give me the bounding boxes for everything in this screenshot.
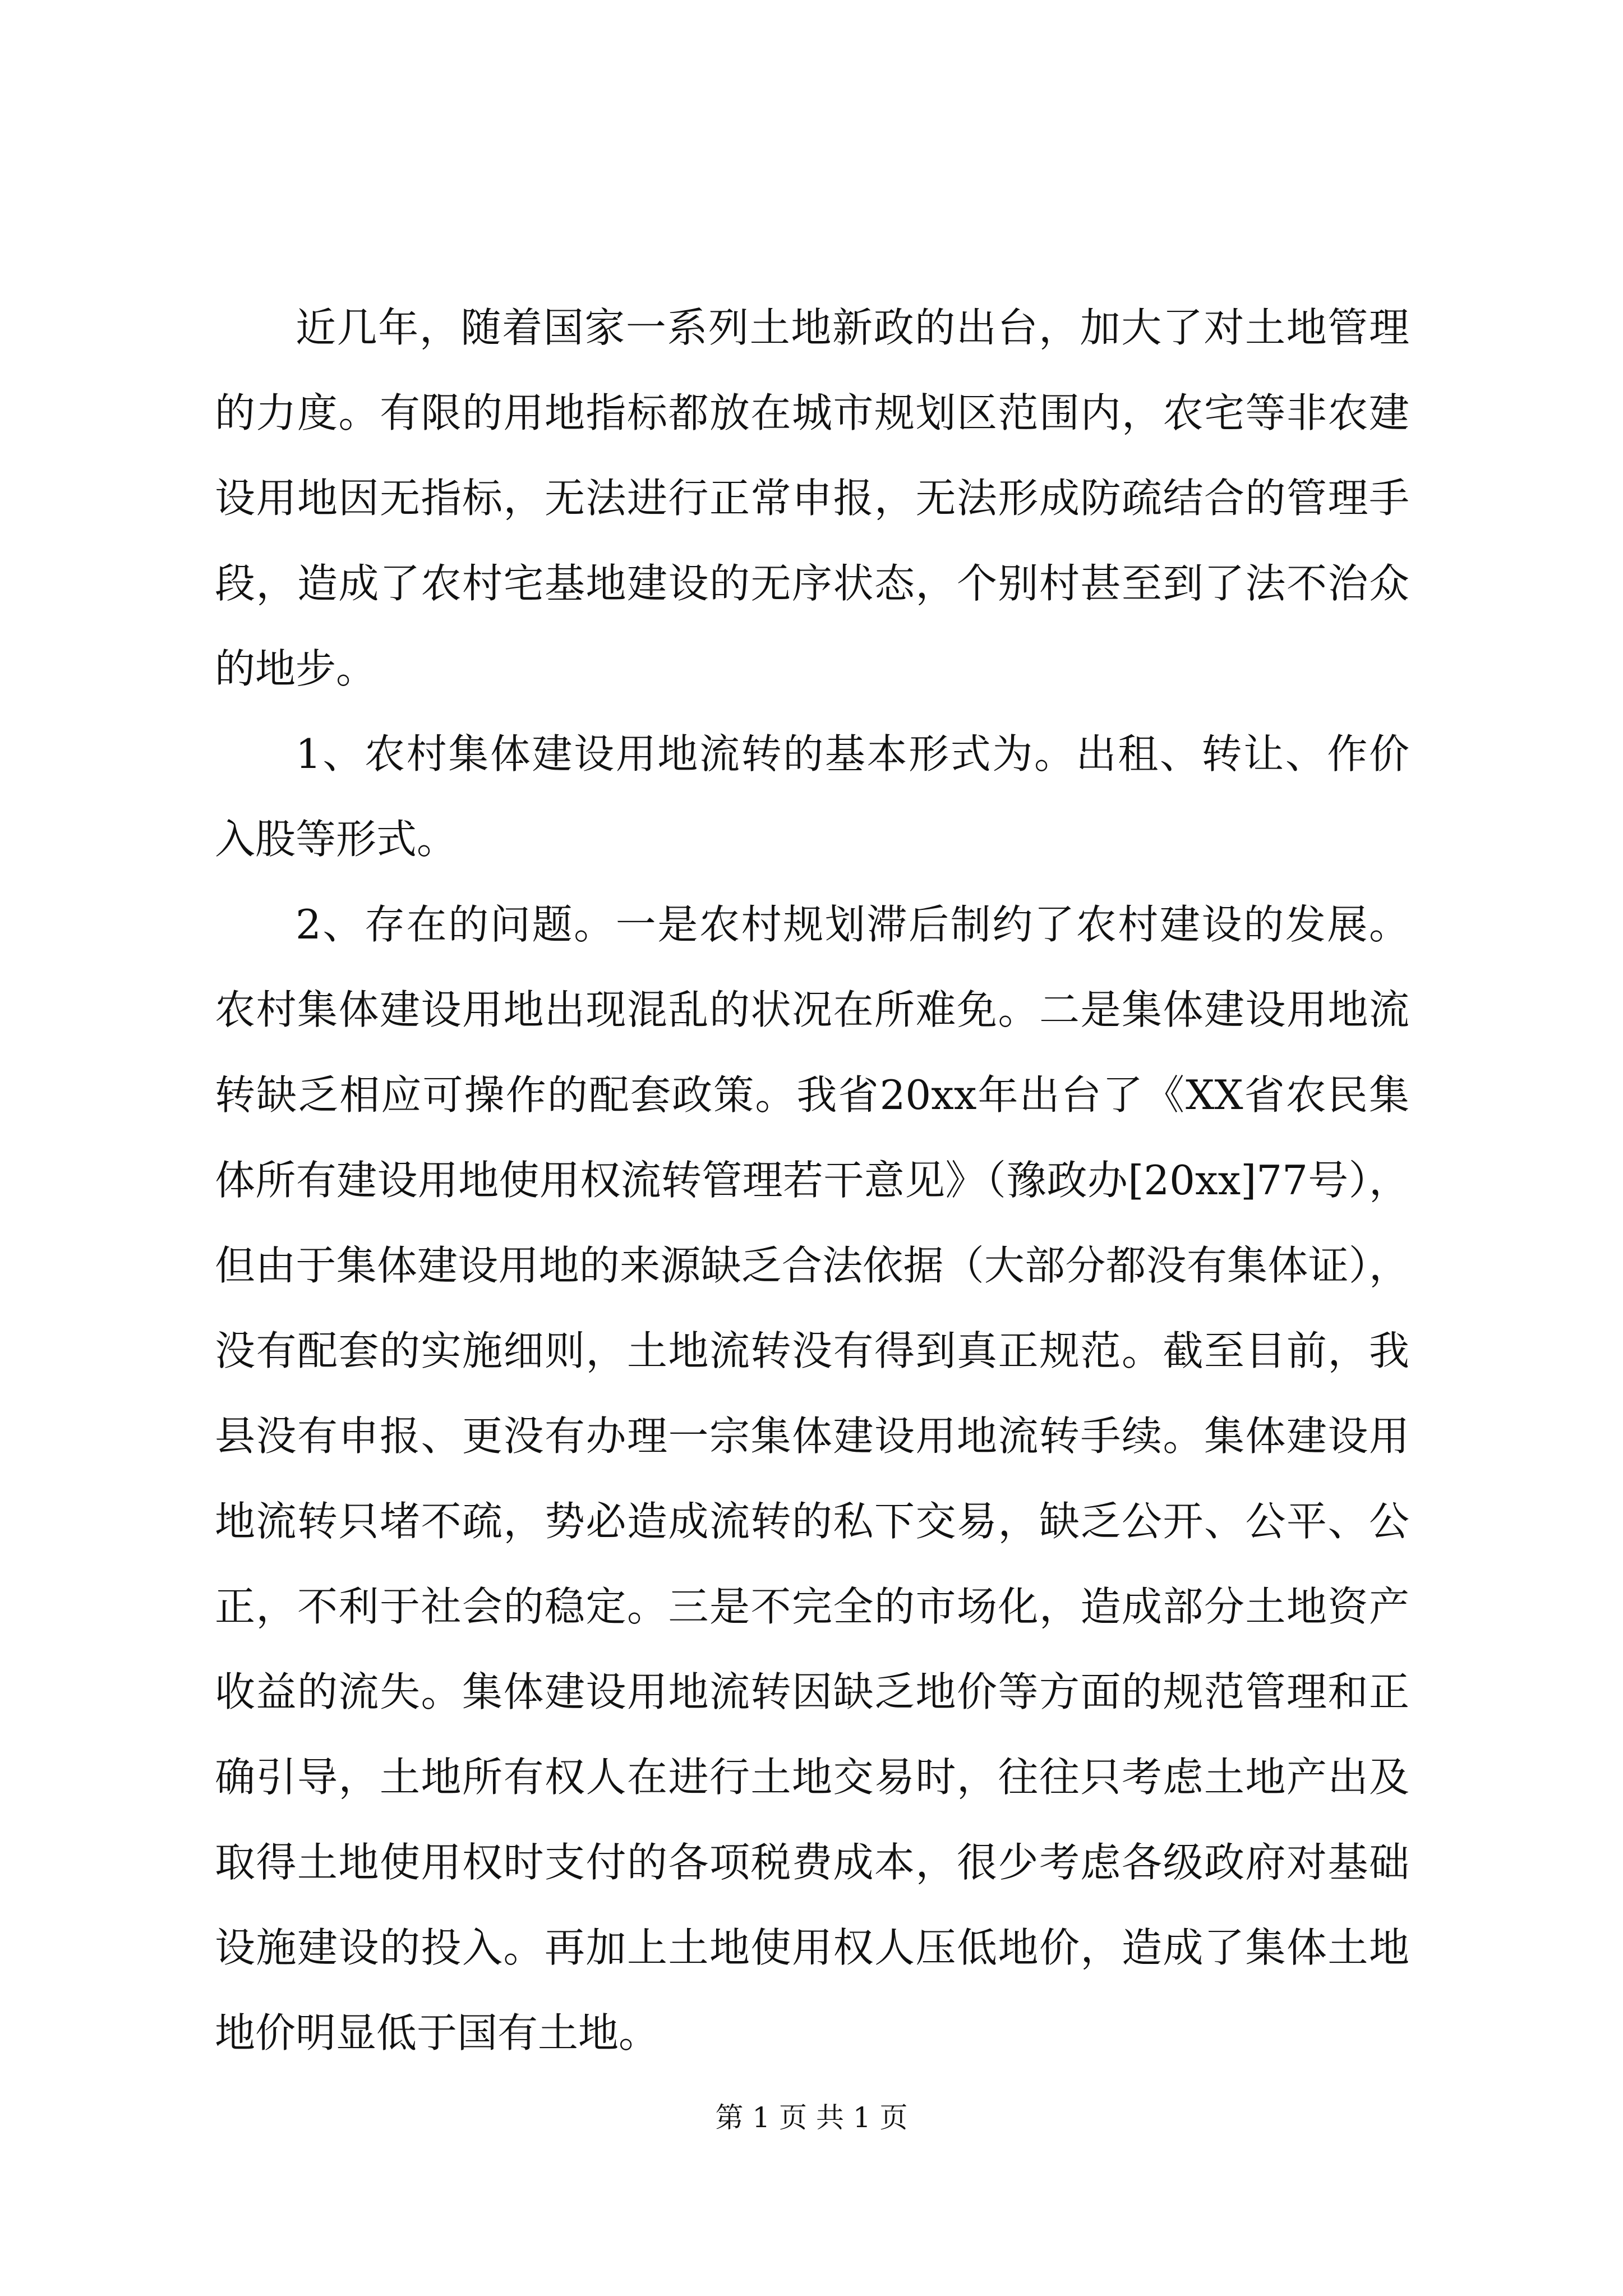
paragraph-item-1: 1、农村集体建设用地流转的基本形式为。出租、转让、作价入股等形式。: [215, 730, 1409, 863]
paragraph-intro: 近几年，随着国家一系列土地新政的出台，加大了对土地管理的力度。有限的用地指标都放在城市规划区范围内，农宅等非农建设用地因无指标，无法进行正常申报，无法形成防疏结合的管理手段，造成了农村宅基地建设的无序状态，个别村甚至到了法不治众的地步。: [215, 304, 1409, 692]
paragraph-item-2: 2、存在的问题。一是农村规划滞后制约了农村建设的发展。农村集体建设用地出现混乱的状况在所难免。二是集体建设用地流转缺乏相应可操作的配套政策。我省20xx年出台了《XX省农民集体所有建设用地使用权流转管理若干意见》（豫政办[20xx]77号），但由于集体建设用地的来源缺乏合法依据（大部分都没有集体证），没有配套的实施细则，土地流转没有得到真正规范。截至目前，我县没有申报、更没有办理一宗集体建设用地流转手续。集体建设用地流转只堵不疏，势必造成流转的私下交易，缺乏公开、公平、公正，不利于社会的稳定。三是不完全的市场化，造成部分土地资产收益的流失。集体建设用地流转因缺乏地价等方面的规范管理和正确引导，土地所有权人在进行土地交易时，往往只考虑土地产出及取得土地使用权时支付的各项税费成本，很少考虑各级政府对基础设施建设的投入。再加上土地使用权人压低地价，造成了集体土地地价明显低于国有土地。: [215, 901, 1409, 2056]
document-body: [215, 285, 1409, 2076]
page-footer: 第 1 页 共 1 页: [715, 2101, 908, 2134]
